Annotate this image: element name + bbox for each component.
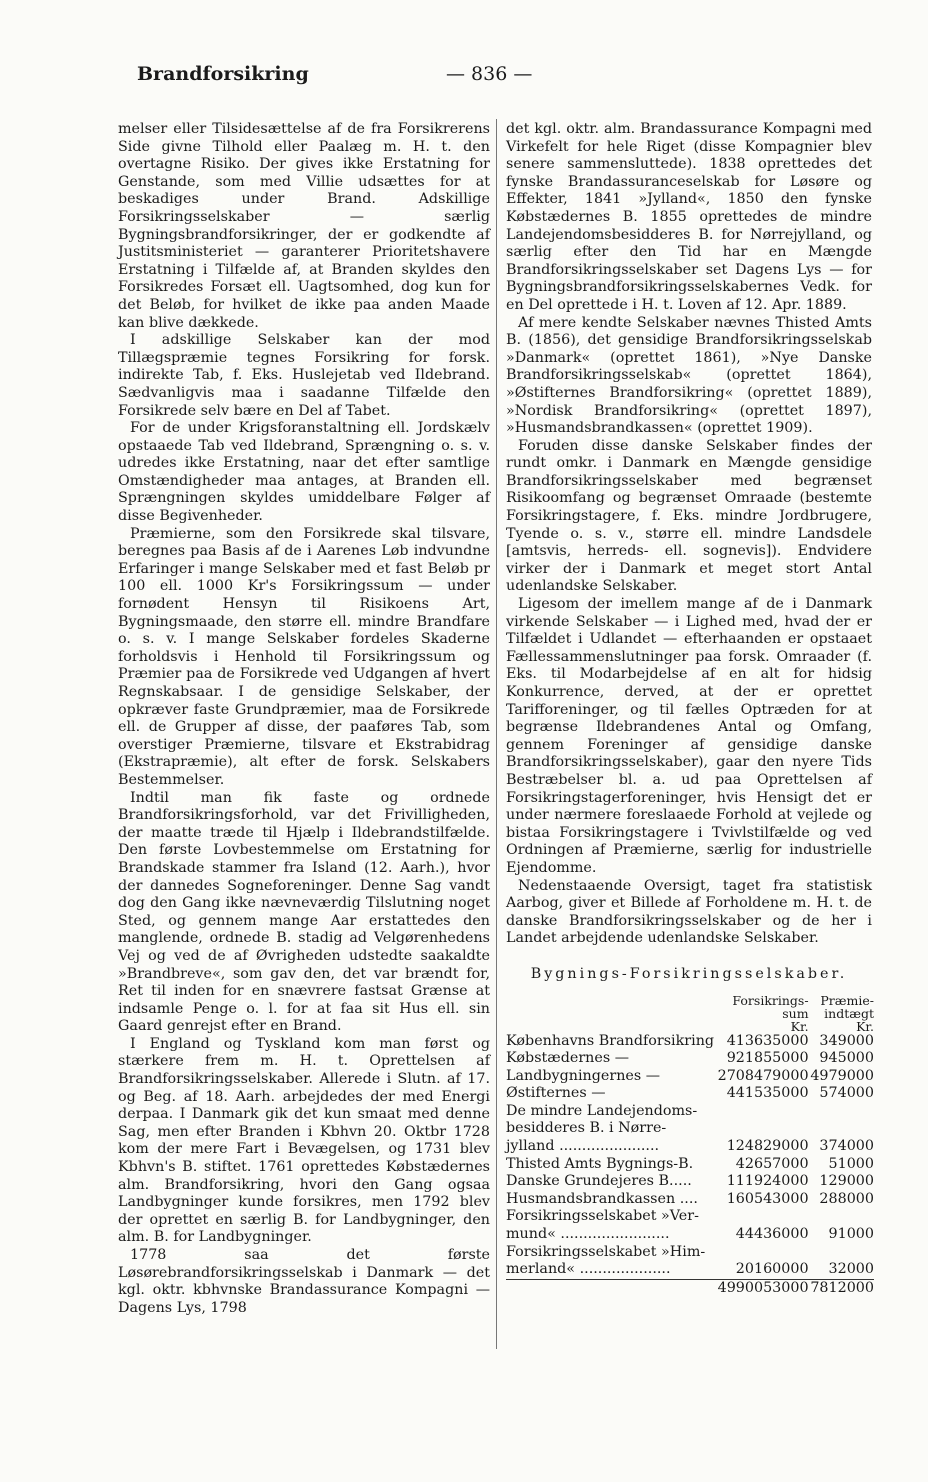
table-title: Bygnings-Forsikringsselskaber. (530, 965, 848, 982)
insured-sum: 111924000 (726, 1173, 809, 1190)
premium-income: 574000 (819, 1085, 874, 1102)
insured-sum: 42657000 (735, 1155, 809, 1172)
company-name: Forsikringsselskabet »Him- (506, 1243, 706, 1260)
company-name: Landbygningernes — (506, 1067, 661, 1084)
premium-income: 4979000 (810, 1067, 874, 1084)
insured-sum: 2708479000 (717, 1067, 809, 1084)
premium-income (809, 1244, 874, 1262)
paragraph: Præmierne, som den Forsikrede skal tilsvare, beregnes paa Basis af de i Aarenes Løb indvundne Erfaringer i mange Selskaber med et fast Beløb pr 100 ell. 1000 Kr's Forsikringssum — under fornødent Hensyn til Risikoens Art, Bygningsmaade, den større ell. mindre Brandfare o. s. v. I mange Selskaber fordeles Skaderne forholdsvis i Henhold til Forsikringssum og Præmier paa de Forsikrede ved Udgangen af hvert Regnskabsaar. I de gensidige Selskaber, der opkræver faste Grundpræmier, maa de Forsikrede ell. de Grupper af disse, der paaføres Tab, som overstiger Præmierne, tilsvare et Ekstrabidrag (Ekstrapræmie), alt efter de forsk. Selskabers Bestemmelser. (118, 525, 490, 788)
total-sum: 4990053000 (717, 1279, 809, 1296)
company-name: jylland ...................... (506, 1138, 660, 1155)
paragraph: Indtil man fik faste og ordnede Brandforsikringsforhold, var det Frivilligheden, der maatte træde til Hjælp i Ildebrandstilfælde. Den første Lovbestemmelse om Erstatning for Brandskade stammer fra Island (12. Aarh.), hvor der dannedes Sogneforeninger. Denne Sag vandt dog den Gang ikke nævneværdig Tilslutning noget Sted, og gennem mange Aar erstattedes den manglende, ordnede B. stadig ad Velgørenhedens Vej og ved de af Øvrigheden udstedte saakaldte »Brandbreve«, som gav den, det var brændt for, Ret til inden for en snævrere fastsat Grænse at indsamle Penge o. l. for at faa sit Hus ell. sin Gaard genrejst efter en Brand. (118, 789, 490, 1035)
premium-income (809, 1120, 874, 1138)
paragraph: melser eller Tilsidesættelse af de fra Forsikrerens Side givne Tilhold eller Paalæg m. H. t. den overtagne Risiko. Der gives ikke Erstatning for Genstande, som med Villie udsættes for at beskadiges under Brand. Adskillige Forsikringsselskaber — særlig Bygningsbrandforsikringer, der er godkendte af Justitsministeriet — garanterer Prioritetshavere Erstatning i Tilfælde af, at Branden skyldes den Forsikredes Forsæt ell. Uagtsomhed, dog kun for det Beløb, for hvilket de ikke paa anden Maade kan blive dækkede. (118, 121, 490, 331)
insurance-table (506, 994, 874, 1298)
table-row (506, 1050, 874, 1068)
table-row (506, 1068, 874, 1086)
insured-sum: 44436000 (735, 1226, 809, 1243)
insured-sum: 160543000 (726, 1190, 809, 1207)
table-row (506, 1156, 874, 1174)
insured-sum: 124829000 (726, 1138, 809, 1155)
premium-income: 91000 (828, 1226, 874, 1243)
table-row (506, 1226, 874, 1244)
premium-income: 945000 (819, 1050, 874, 1067)
premium-income (809, 1208, 874, 1226)
table-row (506, 1191, 874, 1209)
insured-sum: 441535000 (726, 1085, 809, 1102)
premium-income (809, 1103, 874, 1121)
insured-sum (718, 1120, 809, 1138)
premium-income: 129000 (819, 1173, 874, 1190)
table-row (506, 1138, 874, 1156)
paragraph: For de under Krigsforanstaltning ell. Jordskælv opstaaede Tab ved Ildebrand, Sprængning o. s. v. udredes ikke Erstatning, naar det efter samtlige Omstændigheder maa antages, at Branden ell. Sprængningen skyldes umiddelbare Følger af disse Begivenheder. (118, 420, 490, 525)
table-row (506, 1085, 874, 1103)
company-name: Købstædernes — (506, 1050, 630, 1067)
column-divider (496, 119, 497, 1349)
company-name: Forsikringsselskabet »Ver- (506, 1208, 699, 1225)
table-header-row (506, 994, 874, 1033)
insured-sum (718, 1244, 809, 1262)
paragraph: Af mere kendte Selskaber nævnes Thisted Amts B. (1856), det gensidige Brandforsikringsselskab »Danmark« (oprettet 1861), »Nye Danske Brandforsikringsselskab« (oprettet 1864), »Østifternes Brandforsikring« (oprettet 1889), »Nordisk Brandforsikring« (oprettet 1897), »Husmandsbrandkassen« (oprettet 1909). (506, 314, 872, 437)
insured-sum: 921855000 (726, 1050, 809, 1067)
company-name: Københavns Brandforsikring (506, 1032, 715, 1049)
insured-sum: 20160000 (735, 1261, 809, 1278)
company-name: Thisted Amts Bygnings-B. (506, 1155, 694, 1172)
company-name: besidderes B. i Nørre- (506, 1120, 667, 1137)
company-name: mund« ........................ (506, 1226, 670, 1243)
insured-sum (718, 1103, 809, 1121)
column-header-premium: Præmie- indtægt Kr. (820, 992, 874, 1034)
column-header-sum: Forsikrings- sum Kr. (732, 992, 809, 1034)
paragraph: 1778 saa det første Løsørebrandforsikringsselskab i Danmark — det kgl. oktr. kbhvnske Brandassurance Kompagni — Dagens Lys, 1798 (118, 1247, 490, 1316)
page-number: — 836 — (446, 63, 533, 85)
total-premium: 7812000 (810, 1279, 874, 1296)
paragraph: Foruden disse danske Selskaber findes der rundt omkr. i Danmark en Mængde gensidige Brandforsikringsselskaber med begrænset Risikoomfang og begrænset Omraade (bestemte Forsikringstagere, f. Eks. mindre Jordbrugere, Tyende o. s. v., større ell. mindre Landsdele [amtsvis, herreds- ell. sognevis]). Endvidere virker der i Danmark et meget stort Antal udenlandske Selskaber. (506, 437, 872, 595)
premium-income: 51000 (828, 1155, 874, 1172)
paragraph: Nedenstaaende Oversigt, taget fra statistisk Aarbog, giver et Billede af Forholdene m. H. t. de danske Brandforsikringsselskaber og de her i Landet arbejdende udenlandske Selskaber. (506, 877, 872, 947)
total-row (506, 1280, 874, 1298)
table-row (506, 1173, 874, 1191)
table-row (506, 1033, 874, 1051)
paragraph: Ligesom der imellem mange af de i Danmark virkende Selskaber — i Lighed med, hvad der er Tilfældet i Udlandet — efterhaanden er opstaaet Fællessammenslutninger paa forsk. Omraader (f. Eks. til Modarbejdelse af en alt for hidsig Konkurrence, derved, at der er oprettet Tarifforeninger, og til fælles Optræden for at begrænse Ildebrandenes Antal og Omfang, gennem Foreninger af gensidige danske Brandforsikringsselskaber), gaar den nyere Tids Bestræbelser bl. a. ud paa Oprettelsen af Forsikringstagerforeninger, hvis Hensigt det er under nærmere foreslaaede Forhold at vejlede og bistaa Forsikringstagere i Tvivlstilfælde og ved Ordningen af Præmierne, særlig for industrielle Ejendomme. (506, 596, 872, 876)
insured-sum (718, 1208, 809, 1226)
company-name: Husmandsbrandkassen .... (506, 1190, 698, 1207)
paragraph: det kgl. oktr. alm. Brandassurance Kompagni med Virkefelt for hele Riget (disse Kompagnier blev senere sammensluttede). 1838 oprettedes det fynske Brandassuranceselskab for Løsøre og Effekter, 1841 »Jylland«, 1850 den fynske Købstædernes B. 1855 oprettedes de mindre Landejendomsbesidderes B. for Nørrejylland, og særlig efter den Tid har en Mængde Brandforsikringsselskaber set Dagens Lys — for Bygningsbrandforsikringsselskabernes Vedk. for en Del oprettede i H. t. Loven af 12. Apr. 1889. (506, 121, 872, 313)
premium-income: 288000 (819, 1190, 874, 1207)
premium-income: 374000 (819, 1138, 874, 1155)
table-row (506, 1120, 874, 1138)
table-row (506, 1208, 874, 1226)
paragraph: I adskillige Selskaber kan der mod Tillægspræmie tegnes Forsikring for forsk. indirekte Tab, f. Eks. Huslejetab ved Ildebrand. Sædvanligvis maa i saadanne Tilfælde den Forsikrede selv bære en Del af Tabet. (118, 332, 490, 419)
left-column (118, 121, 490, 1317)
right-column (506, 121, 872, 1297)
table-row (506, 1261, 874, 1279)
paragraph: I England og Tyskland kom man først og stærkere frem m. H. t. Oprettelsen af Brandforsikringsselskaber. Allerede i Slutn. af 17. og Beg. af 18. Aarh. arbejdedes der med Energi derpaa. I Danmark gik det kun smaat med denne Sag, men efter Branden i Kbhvn 20. Oktbr 1728 kom der mere Fart i Bevægelsen, og 1731 blev Kbhvn's B. stiftet. 1761 oprettedes Købstædernes alm. Brandforsikring, hvori den Gang ogsaa Landbygninger kunde forsikres, men 1792 blev der oprettet en særlig B. for Landbygninger, den alm. B. for Landbygninger. (118, 1035, 490, 1246)
table-row (506, 1244, 874, 1262)
running-title: Brandforsikring (137, 63, 309, 85)
company-name: merland« .................... (506, 1261, 671, 1278)
table-row (506, 1103, 874, 1121)
premium-income: 349000 (819, 1032, 874, 1049)
insured-sum: 413635000 (726, 1032, 809, 1049)
company-name: De mindre Landejendoms- (506, 1102, 698, 1119)
company-name: Danske Grundejeres B..... (506, 1173, 692, 1190)
company-name: Østifternes — (506, 1085, 606, 1102)
premium-income: 32000 (828, 1261, 874, 1278)
